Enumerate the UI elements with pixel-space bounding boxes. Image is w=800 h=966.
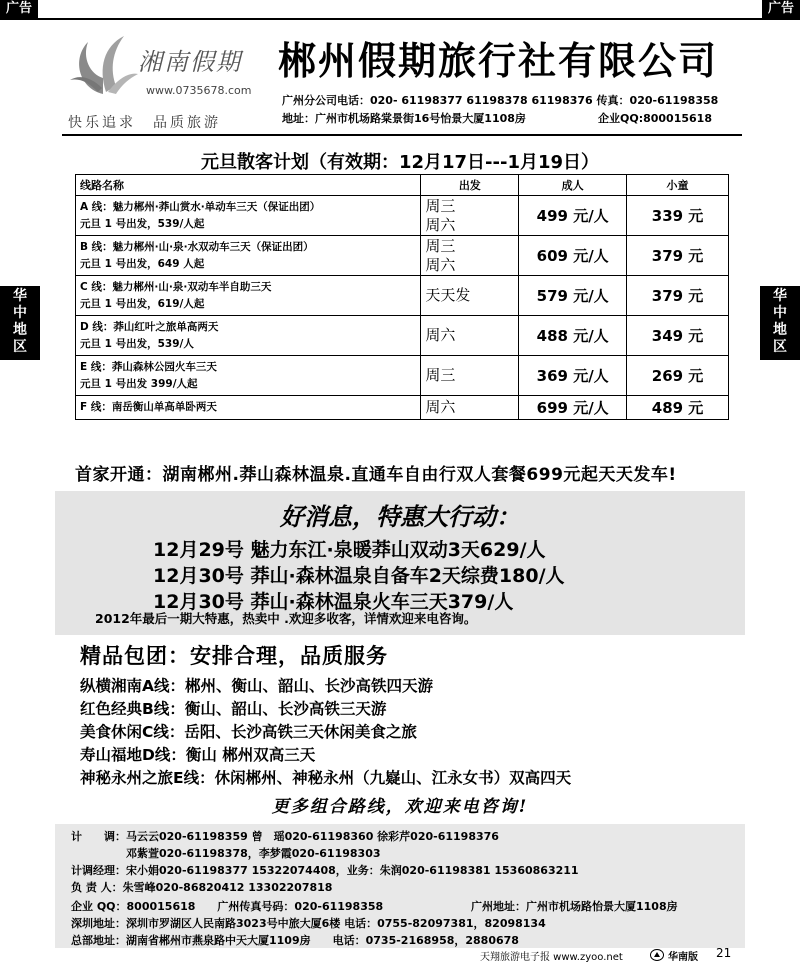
- route-name-cell: [76, 196, 421, 236]
- route-child-price: 269 元: [627, 356, 729, 396]
- news-item: 12月30号 莽山·森林温泉自备车2天综费180/人: [153, 565, 565, 587]
- ad-tag-left: 广告: [0, 0, 38, 18]
- route-adult-price: 488 元/人: [519, 316, 627, 356]
- route-title: C 线：魅力郴州·山·泉·双动车半自助三天: [80, 280, 272, 293]
- header-rule: [62, 134, 742, 136]
- route-title: D 线：莽山红叶之旅单高两天: [80, 320, 219, 333]
- route-adult-price: 699 元/人: [519, 396, 627, 420]
- promo-line: 首家开通：湖南郴州.莽山森林温泉.直通车自由行双人套餐699元起天天发车!: [75, 465, 677, 485]
- news-box: [55, 491, 745, 635]
- route-row: [76, 196, 729, 236]
- route-name-cell: [76, 276, 421, 316]
- contact-line: 负 责 人：朱雪峰020-86820412 13302207818: [71, 881, 333, 894]
- logo-url: www.0735678.com: [146, 84, 252, 97]
- contact-line: 企业 QQ：800015618 广州传真号码：020-61198358: [71, 900, 384, 913]
- guangzhou-address: 广州地址：广州市机场路怡景大厦1108房: [471, 900, 678, 913]
- company-qq: 企业QQ:800015618: [598, 112, 712, 125]
- package-item: 寿山福地D线：衡山 郴州双高三天: [80, 746, 316, 764]
- route-departure-days: 周三: [421, 356, 519, 396]
- route-title: A 线：魅力郴州·莽山赏水·单动车三天（保证出团）: [80, 200, 321, 213]
- route-name-cell: [76, 316, 421, 356]
- routes-table: [75, 174, 729, 420]
- package-item: 美食休闲C线：岳阳、长沙高铁三天休闲美食之旅: [80, 723, 417, 741]
- news-item: 12月30号 莽山·森林温泉火车三天379/人: [153, 591, 514, 613]
- route-child-price: 379 元: [627, 236, 729, 276]
- side-label-right: 华 中 地 区: [760, 286, 800, 360]
- news-title: 好消息，特惠大行动：: [280, 502, 520, 531]
- col-header-departure: 出发: [421, 175, 519, 196]
- plan-title: 元旦散客计划（有效期：12月17日---1月19日）: [200, 152, 600, 173]
- contact-line: 计调经理：宋小娟020-61198377 15322074408，业务：朱润020-61198381 15360863211: [71, 864, 579, 877]
- col-header-route: 线路名称: [76, 175, 421, 196]
- route-row: [76, 356, 729, 396]
- route-child-price: 489 元: [627, 396, 729, 420]
- route-departure-days: 周六: [421, 316, 519, 356]
- company-phones: 广州分公司电话：020- 61198377 61198378 61198376 传真：020-61198358: [282, 94, 719, 107]
- top-rule: [0, 18, 800, 20]
- more-routes-note: 更多组合路线，欢迎来电咨询!: [271, 797, 529, 817]
- contact-line: 深圳地址：深圳市罗湖区人民南路3023号中旅大厦6楼 电话：0755-82097381，82098134: [71, 917, 546, 930]
- route-adult-price: 579 元/人: [519, 276, 627, 316]
- route-departure-note: 元旦 1 号出发，539/人起: [80, 217, 205, 230]
- publisher-logo-icon: [650, 949, 664, 961]
- page-number: 21: [716, 946, 732, 960]
- route-row: [76, 396, 729, 420]
- route-adult-price: 499 元/人: [519, 196, 627, 236]
- route-child-price: 379 元: [627, 276, 729, 316]
- route-title: B 线：魅力郴州·山·泉·水双动车三天（保证出团）: [80, 240, 314, 253]
- page-footer-brand: 华南版: [668, 952, 698, 963]
- contact-line: 计 调：马云云020-61198359 曾 瑶020-61198360 徐彩芹020-61198376: [71, 830, 499, 843]
- news-note: 2012年最后一期大特惠，热卖中 .欢迎多收客，详情欢迎来电咨询。: [95, 611, 477, 626]
- route-title: F 线：南岳衡山单高单卧两天: [80, 401, 217, 413]
- slogan: 快乐追求 品质旅游: [68, 115, 221, 131]
- col-header-child: 小童: [627, 175, 729, 196]
- ad-tag-right: 广告: [762, 0, 800, 18]
- route-row: [76, 316, 729, 356]
- route-departure-note: 元旦 1 号出发，539/人: [80, 337, 194, 350]
- route-departure-note: 元旦 1 号出发，619/人起: [80, 297, 205, 310]
- contact-line: 邓紫萱020-61198378，李梦霞020-61198303: [71, 847, 381, 860]
- route-child-price: 339 元: [627, 196, 729, 236]
- route-adult-price: 369 元/人: [519, 356, 627, 396]
- package-item: 红色经典B线：衡山、韶山、长沙高铁三天游: [80, 700, 387, 718]
- route-departure-note: 元旦 1 号出发 399/人起: [80, 377, 198, 390]
- route-row: [76, 236, 729, 276]
- route-name-cell: [76, 236, 421, 276]
- route-title: E 线：莽山森林公园火车三天: [80, 360, 217, 373]
- route-departure-days: 周六: [421, 396, 519, 420]
- route-departure-days: 周三 周六: [421, 196, 519, 236]
- route-departure-note: 元旦 1 号出发，649 人起: [80, 257, 205, 270]
- logo-name: 湘南假期: [138, 48, 242, 76]
- packages-heading: 精品包团：安排合理，品质服务: [80, 644, 388, 668]
- contact-line: 总部地址：湖南省郴州市燕泉路中天大厦1109房 电话：0735-2168958，2880678: [71, 934, 519, 947]
- route-name-cell: [76, 396, 421, 420]
- route-row: [76, 276, 729, 316]
- package-item: 神秘永州之旅E线：休闲郴州、神秘永州（九嶷山、江永女书）双高四天: [80, 769, 572, 787]
- route-child-price: 349 元: [627, 316, 729, 356]
- package-item: 纵横湘南A线：郴州、衡山、韶山、长沙高铁四天游: [80, 677, 433, 695]
- table-header-row: [76, 175, 729, 196]
- route-departure-days: 天天发: [421, 276, 519, 316]
- company-name: 郴州假期旅行社有限公司: [278, 39, 719, 83]
- contacts-box: [55, 824, 745, 948]
- route-name-cell: [76, 356, 421, 396]
- col-header-adult: 成人: [519, 175, 627, 196]
- page-footer-text: 天翔旅游电子报 www.zyoo.net: [480, 952, 623, 963]
- company-address: 地址：广州市机场路棠景街16号怡景大厦1108房: [282, 112, 526, 125]
- news-item: 12月29号 魅力东江·泉暖莽山双动3天629/人: [153, 539, 546, 561]
- side-label-left: 华 中 地 区: [0, 286, 40, 360]
- route-adult-price: 609 元/人: [519, 236, 627, 276]
- logo-swirl-icon: [68, 28, 138, 98]
- route-departure-days: 周三 周六: [421, 236, 519, 276]
